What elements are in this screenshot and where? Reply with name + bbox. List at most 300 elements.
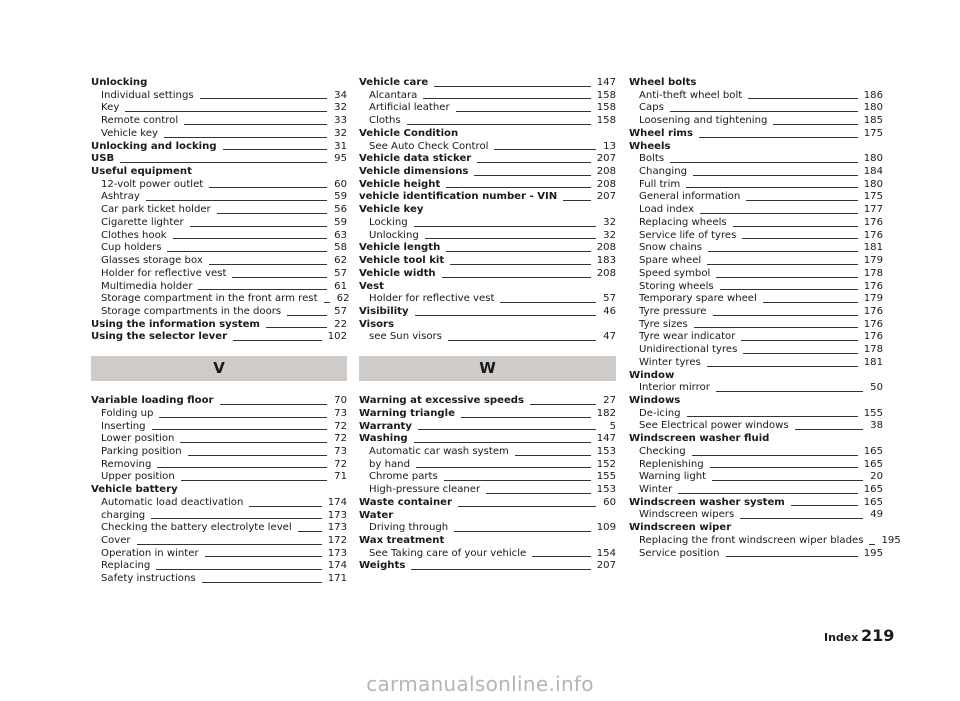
- page-reference: 50: [870, 382, 883, 394]
- index-entry: [359, 497, 616, 510]
- index-subentry: [629, 281, 883, 294]
- page-reference: 165: [863, 496, 883, 508]
- index-subentry: [91, 471, 347, 484]
- leader-line: [670, 111, 858, 112]
- leader-line: [693, 175, 858, 176]
- leader-line: [164, 137, 327, 138]
- page-reference: 59: [334, 191, 347, 203]
- leader-line: [678, 493, 857, 494]
- entry-term: Key: [101, 102, 120, 114]
- leader-line: [700, 213, 858, 214]
- page-reference: 20: [870, 471, 883, 483]
- index-subentry: [629, 344, 883, 357]
- page-reference: 72: [334, 420, 347, 432]
- entry-term: Winter tyres: [639, 356, 701, 368]
- entry-term: Automatic load deactivation: [101, 496, 244, 508]
- page-reference: 158: [596, 102, 616, 114]
- entry-term: Locking: [369, 216, 408, 228]
- index-subentry: [91, 128, 347, 141]
- entry-term: Caps: [639, 102, 664, 114]
- entry-term: Windscreen washer system: [629, 496, 785, 508]
- page-reference: 171: [327, 573, 347, 585]
- entry-term: Changing: [639, 166, 688, 178]
- index-subentry: [629, 268, 883, 281]
- leader-line: [869, 544, 875, 545]
- page-reference: 32: [334, 127, 347, 139]
- index-subentry: [629, 115, 883, 128]
- index-entry: [359, 560, 616, 573]
- index-heading: Vest: [359, 280, 384, 292]
- entry-term: Replacing wheels: [639, 216, 727, 228]
- page-reference: 207: [596, 191, 616, 203]
- page-reference: 46: [603, 305, 616, 317]
- index-subentry: [629, 446, 883, 459]
- entry-term: Load index: [639, 204, 695, 216]
- index-subentry: [629, 166, 883, 179]
- entry-term: Tyre sizes: [639, 318, 688, 330]
- page-reference: 176: [863, 331, 883, 343]
- leader-line: [137, 544, 322, 545]
- page-reference: 47: [603, 331, 616, 343]
- index-subentry: [629, 319, 883, 332]
- entry-term: Folding up: [101, 407, 154, 419]
- index-entry: [629, 497, 883, 510]
- section-letter-header: W: [359, 356, 616, 381]
- index-subentry: [629, 408, 883, 421]
- index-subentry: [359, 446, 616, 459]
- page-reference: 73: [334, 407, 347, 419]
- page-reference: 71: [334, 471, 347, 483]
- page-reference: 195: [863, 547, 883, 559]
- leader-line: [151, 518, 322, 519]
- index-column-3: [629, 77, 901, 560]
- page-reference: 153: [596, 484, 616, 496]
- entry-term: Lower position: [101, 433, 175, 445]
- leader-line: [743, 353, 857, 354]
- index-subentry: [91, 560, 347, 573]
- leader-line: [486, 493, 591, 494]
- leader-line: [411, 569, 590, 570]
- entry-term: Snow chains: [639, 242, 703, 254]
- leader-line: [209, 264, 327, 265]
- page-reference: 32: [603, 229, 616, 241]
- entry-term: Full trim: [639, 178, 681, 190]
- leader-line: [415, 315, 596, 316]
- entry-term: Winter: [639, 484, 673, 495]
- page-reference: 57: [334, 305, 347, 317]
- entry-term: vehicle identification number - VIN: [359, 191, 558, 203]
- leader-line: [324, 302, 330, 303]
- entry-term: Ashtray: [101, 191, 140, 203]
- page-reference: 72: [334, 433, 347, 445]
- page-reference: 13: [603, 140, 616, 152]
- leader-line: [530, 404, 596, 405]
- index-subentry: [629, 548, 883, 561]
- index-subentry: [629, 242, 883, 255]
- index-subentry: [629, 90, 883, 103]
- leader-line: [710, 467, 858, 468]
- entry-term: Anti-theft wheel bolt: [639, 89, 743, 101]
- leader-line: [733, 226, 858, 227]
- entry-term: See Auto Check Control: [369, 140, 489, 152]
- entry-term: Visibility: [359, 305, 409, 317]
- index-subentry: [359, 522, 616, 535]
- leader-line: [249, 506, 321, 507]
- index-heading: Visors: [359, 318, 395, 330]
- entry-term: Speed symbol: [639, 267, 711, 279]
- page-reference: 5: [609, 420, 616, 432]
- entry-term: Unidirectional tyres: [639, 344, 738, 356]
- index-column-2: [359, 77, 616, 573]
- leader-line: [414, 442, 591, 443]
- page-reference: 158: [596, 115, 616, 127]
- page-reference: 186: [863, 89, 883, 101]
- leader-line: [146, 200, 327, 201]
- leader-line: [416, 467, 591, 468]
- leader-line: [454, 531, 591, 532]
- page-reference: 208: [596, 166, 616, 178]
- index-heading: Windscreen wiper: [629, 522, 732, 534]
- watermark: carmanualsonline.info: [366, 672, 594, 696]
- index-entry: [359, 306, 616, 319]
- index-heading: Windscreen washer fluid: [629, 433, 770, 445]
- page-reference: 147: [596, 433, 616, 445]
- index-subentry: [629, 484, 883, 497]
- index-entry: [629, 128, 883, 141]
- page-reference: 57: [334, 267, 347, 279]
- page-reference: 207: [596, 560, 616, 572]
- leader-line: [699, 137, 858, 138]
- entry-term: Unlocking: [369, 229, 419, 241]
- entry-term: Multimedia holder: [101, 280, 193, 292]
- page-reference: 165: [863, 458, 883, 470]
- footer-section-label: Index: [824, 631, 859, 644]
- leader-line: [707, 366, 858, 367]
- entry-term: Parking position: [101, 445, 182, 457]
- leader-line: [708, 251, 858, 252]
- index-subentry: [359, 548, 616, 561]
- page-reference: 179: [863, 293, 883, 305]
- page-reference: 70: [334, 395, 347, 407]
- index-subentry: [91, 497, 347, 510]
- page-reference: 27: [603, 395, 616, 407]
- index-subentry: [359, 90, 616, 103]
- page-reference: 174: [327, 560, 347, 572]
- page-number: 219: [861, 626, 895, 645]
- index-subentry: [629, 306, 883, 319]
- leader-line: [515, 455, 591, 456]
- entry-term: Interior mirror: [639, 382, 710, 394]
- leader-line: [423, 98, 590, 99]
- index-entry: [359, 408, 616, 421]
- index-subentry: [629, 459, 883, 472]
- index-subentry: [359, 471, 616, 484]
- page-reference: 59: [334, 216, 347, 228]
- entry-term: Artificial leather: [369, 102, 450, 114]
- page-reference: 176: [863, 229, 883, 241]
- leader-line: [442, 277, 591, 278]
- leader-line: [791, 505, 858, 506]
- index-entry: [91, 319, 347, 332]
- index-subentry: [91, 522, 347, 535]
- leader-line: [414, 226, 596, 227]
- index-heading: Vehicle key: [359, 204, 424, 216]
- page-reference: 173: [327, 522, 347, 534]
- entry-term: Vehicle key: [101, 127, 158, 139]
- entry-term: See Electrical power windows: [639, 420, 789, 432]
- index-subentry: [629, 357, 883, 370]
- entry-term: Driving through: [369, 522, 449, 534]
- page-reference: 73: [334, 445, 347, 457]
- leader-line: [418, 429, 596, 430]
- entry-term: Warning triangle: [359, 407, 455, 419]
- leader-line: [450, 264, 590, 265]
- index-subentry: [629, 217, 883, 230]
- entry-term: General information: [639, 191, 741, 203]
- page-reference: 195: [881, 534, 901, 546]
- entry-term: Weights: [359, 560, 406, 572]
- entry-term: Alcantara: [369, 89, 418, 101]
- index-subentry: [91, 446, 347, 459]
- index-subentry: [629, 471, 883, 484]
- page-reference: 62: [334, 255, 347, 267]
- entry-term: Clothes hook: [101, 229, 167, 241]
- index-subentry: [629, 534, 901, 548]
- entry-term: Replacing: [101, 560, 151, 572]
- leader-line: [746, 200, 857, 201]
- entry-term: Vehicle length: [359, 242, 441, 254]
- leader-line: [532, 556, 590, 557]
- entry-term: Remote control: [101, 115, 179, 127]
- page-reference: 155: [863, 407, 883, 419]
- leader-line: [217, 213, 327, 214]
- page-reference: 61: [334, 280, 347, 292]
- entry-term: USB: [91, 153, 115, 165]
- leader-line: [494, 149, 596, 150]
- index-entry: [359, 255, 616, 268]
- leader-line: [707, 264, 857, 265]
- leader-line: [190, 226, 327, 227]
- entry-term: Vehicle tool kit: [359, 255, 445, 267]
- leader-line: [407, 124, 591, 125]
- entry-term: Upper position: [101, 471, 175, 483]
- index-subentry: [91, 217, 347, 230]
- entry-term: Variable loading floor: [91, 395, 214, 407]
- page-reference: 31: [334, 140, 347, 152]
- page-reference: 180: [863, 178, 883, 190]
- page-reference: 180: [863, 153, 883, 165]
- page-reference: 183: [596, 255, 616, 267]
- index-subentry: [629, 191, 883, 204]
- leader-line: [188, 455, 327, 456]
- entry-term: Tyre pressure: [639, 305, 707, 317]
- page-reference: 176: [863, 318, 883, 330]
- page-reference: 32: [334, 102, 347, 114]
- index-subentry: [359, 115, 616, 128]
- index-entry: [91, 395, 347, 408]
- leader-line: [266, 327, 327, 328]
- leader-line: [446, 251, 590, 252]
- entry-term: Bolts: [639, 153, 665, 165]
- index-subentry: [91, 408, 347, 421]
- page-reference: 72: [334, 458, 347, 470]
- entry-term: Vehicle data sticker: [359, 153, 472, 165]
- entry-term: Service life of tyres: [639, 229, 737, 241]
- leader-line: [763, 302, 858, 303]
- entry-term: Vehicle width: [359, 267, 436, 279]
- entry-term: Vehicle height: [359, 178, 441, 190]
- leader-line: [716, 277, 857, 278]
- leader-line: [748, 98, 857, 99]
- leader-line: [474, 175, 590, 176]
- index-entry: [359, 191, 616, 204]
- page-reference: 208: [596, 178, 616, 190]
- leader-line: [446, 187, 590, 188]
- leader-line: [425, 238, 596, 239]
- index-entry: [359, 433, 616, 446]
- leader-line: [198, 289, 327, 290]
- leader-line: [120, 162, 327, 163]
- page-reference: 60: [603, 496, 616, 508]
- leader-line: [477, 162, 590, 163]
- index-subentry: [629, 420, 883, 433]
- entry-term: Individual settings: [101, 89, 194, 101]
- page-reference: 180: [863, 102, 883, 114]
- index-subentry: [359, 102, 616, 115]
- entry-term: Waste container: [359, 496, 452, 508]
- entry-term: High-pressure cleaner: [369, 484, 481, 496]
- entry-term: Storage compartment in the front arm rest: [101, 293, 318, 305]
- entry-term: see Sun visors: [369, 331, 442, 343]
- page-reference: 158: [596, 89, 616, 101]
- leader-line: [287, 315, 327, 316]
- index-subentry: [629, 331, 883, 344]
- index-subentry: [91, 421, 347, 434]
- index-heading: Wax treatment: [359, 535, 445, 546]
- entry-term: Glasses storage box: [101, 255, 203, 267]
- index-subentry: [91, 573, 347, 586]
- leader-line: [167, 251, 327, 252]
- page-reference: 32: [603, 216, 616, 228]
- page-reference: 57: [603, 293, 616, 305]
- entry-term: Checking: [639, 445, 686, 457]
- page-reference: 102: [327, 331, 347, 343]
- page-reference: 181: [863, 356, 883, 368]
- index-subentry: [91, 459, 347, 472]
- index-subentry: [629, 102, 883, 115]
- entry-term: Car park ticket holder: [101, 204, 211, 216]
- entry-term: Warranty: [359, 420, 412, 432]
- entry-term: Warning light: [639, 471, 707, 483]
- index-subentry: [91, 102, 347, 115]
- entry-term: 12-volt power outlet: [101, 178, 204, 190]
- index-entry: [359, 77, 616, 90]
- leader-line: [726, 556, 858, 557]
- leader-line: [125, 111, 327, 112]
- leader-line: [741, 340, 857, 341]
- index-heading: Vehicle Condition: [359, 127, 459, 139]
- leader-line: [205, 556, 322, 557]
- page-reference: 147: [596, 77, 616, 88]
- entry-term: Replenishing: [639, 458, 704, 470]
- page-reference: 174: [327, 496, 347, 508]
- entry-term: Service position: [639, 547, 720, 559]
- page-reference: 95: [334, 153, 347, 165]
- entry-term: Unlocking and locking: [91, 140, 217, 152]
- leader-line: [298, 531, 322, 532]
- entry-term: Safety instructions: [101, 573, 196, 585]
- index-heading: Windows: [629, 394, 681, 406]
- leader-line: [448, 340, 596, 341]
- index-subentry: [91, 281, 347, 294]
- index-entry: [359, 395, 616, 408]
- page-reference: 173: [327, 547, 347, 559]
- index-subentry: [629, 382, 883, 395]
- entry-term: Replacing the front windscreen wiper blades: [639, 534, 864, 546]
- index-entry: [359, 242, 616, 255]
- index-subentry: [629, 255, 883, 268]
- section-letter-header: V: [91, 356, 347, 381]
- index-subentry: [91, 433, 347, 446]
- page-reference: 182: [596, 407, 616, 419]
- leader-line: [742, 238, 857, 239]
- entry-term: Using the information system: [91, 318, 260, 330]
- entry-term: Automatic car wash system: [369, 445, 509, 457]
- entry-term: Cup holders: [101, 242, 162, 254]
- page-reference: 154: [596, 547, 616, 559]
- index-heading: Water: [359, 509, 394, 521]
- entry-term: De-icing: [639, 407, 681, 419]
- index-heading: Unlocking: [91, 77, 148, 88]
- index-entry: [359, 179, 616, 192]
- leader-line: [500, 302, 596, 303]
- entry-term: Cover: [101, 535, 131, 546]
- entry-term: Cloths: [369, 115, 401, 127]
- index-subentry: [359, 141, 616, 154]
- entry-term: Temporary spare wheel: [639, 293, 757, 305]
- page-reference: 178: [863, 344, 883, 356]
- leader-line: [461, 417, 591, 418]
- leader-line: [713, 315, 858, 316]
- page-reference: 49: [870, 509, 883, 521]
- index-subentry: [91, 548, 347, 561]
- page-reference: 60: [334, 178, 347, 190]
- entry-term: See Taking care of your vehicle: [369, 547, 527, 559]
- leader-line: [173, 238, 327, 239]
- leader-line: [180, 442, 327, 443]
- leader-line: [670, 162, 858, 163]
- leader-line: [223, 149, 327, 150]
- entry-term: Removing: [101, 458, 152, 470]
- index-column-1: [91, 77, 350, 586]
- page-reference: 58: [334, 242, 347, 254]
- entry-term: Windscreen wipers: [639, 509, 735, 521]
- index-subentry: [359, 331, 616, 344]
- index-subentry: [91, 293, 350, 306]
- index-subentry: [629, 179, 883, 192]
- leader-line: [720, 289, 858, 290]
- page-reference: 175: [863, 127, 883, 139]
- entry-term: Holder for reflective vest: [101, 267, 227, 279]
- index-entry: [359, 166, 616, 179]
- page-reference: 176: [863, 305, 883, 317]
- index-subentry: [91, 306, 347, 319]
- page-reference: 184: [863, 166, 883, 178]
- index-entry: [359, 268, 616, 281]
- page-reference: 181: [863, 242, 883, 254]
- entry-term: Chrome parts: [369, 471, 438, 483]
- page-reference: 109: [596, 522, 616, 534]
